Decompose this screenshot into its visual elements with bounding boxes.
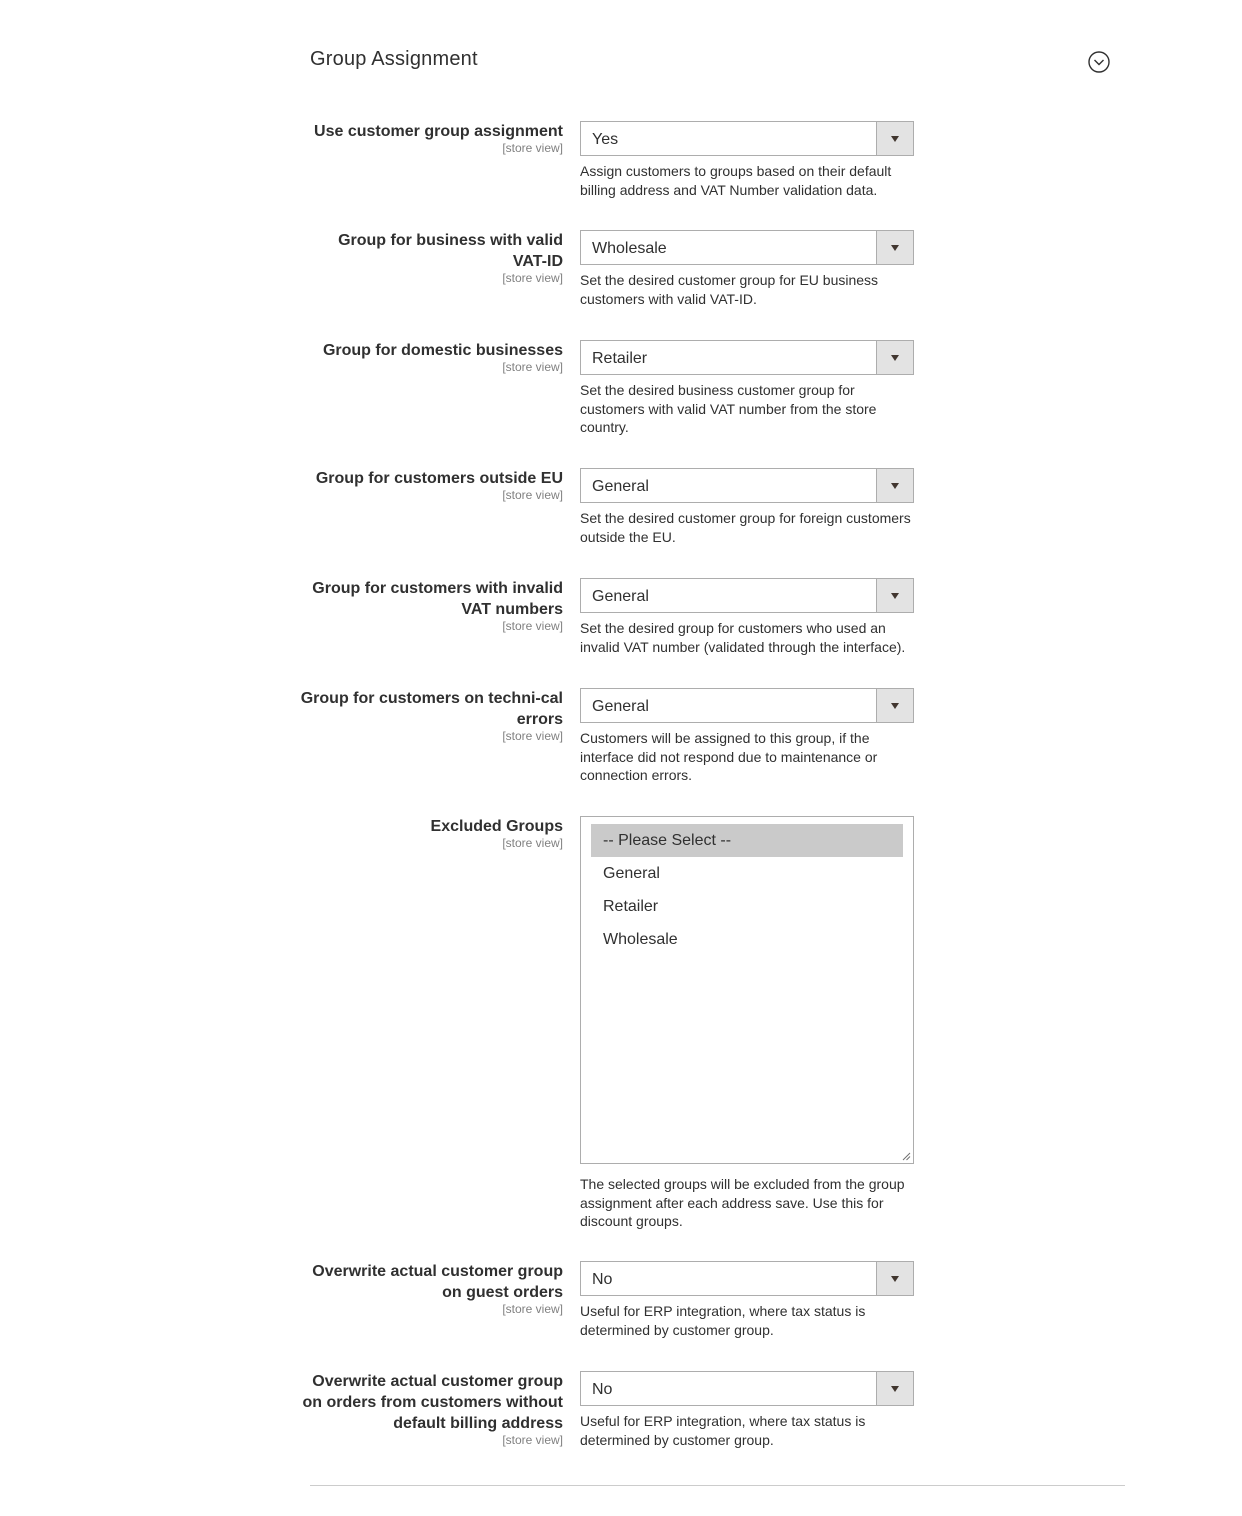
field-label xyxy=(300,578,563,633)
section-title: Group Assignment xyxy=(310,48,478,70)
dropdown-arrow-icon[interactable] xyxy=(876,689,913,722)
dropdown-arrow-icon[interactable] xyxy=(876,579,913,612)
scope-label: [store view] xyxy=(502,1302,563,1316)
field-label-text: Excluded Groups xyxy=(430,818,563,835)
scope-label: [store view] xyxy=(502,488,563,502)
field-label xyxy=(300,688,563,743)
scope-label: [store view] xyxy=(502,271,563,285)
excluded-groups-multiselect[interactable] xyxy=(580,816,914,1164)
field-note: Customers will be assigned to this group, if the interface did not respond due to maintenance or connection errors. xyxy=(580,730,878,783)
section-divider xyxy=(310,1485,1125,1486)
dropdown-arrow-icon[interactable] xyxy=(876,469,913,502)
field-note: Assign customers to groups based on their default billing address and VAT Number validation data. xyxy=(580,163,892,198)
select-value: No xyxy=(592,1271,613,1288)
scope-label: [store view] xyxy=(502,619,563,633)
scope-label: [store view] xyxy=(502,141,563,155)
use-group-assignment-select[interactable] xyxy=(580,121,914,156)
field-label xyxy=(300,121,563,155)
field-label-text: Group for business with valid VAT-ID xyxy=(338,232,563,270)
select-value: General xyxy=(592,478,649,495)
option-please-select[interactable]: -- Please Select -- xyxy=(591,824,903,857)
technical-errors-group-select[interactable] xyxy=(580,688,914,723)
field-label-text: Overwrite actual customer group on orders from customers without default billing address xyxy=(302,1373,563,1432)
field-label-text: Overwrite actual customer group on guest orders xyxy=(312,1263,563,1301)
field-label xyxy=(300,230,563,285)
field-label-text: Use customer group assignment xyxy=(314,123,563,140)
field-label-text: Group for customers on techni-cal errors xyxy=(300,690,563,728)
collapse-chevron-icon[interactable] xyxy=(1088,51,1110,73)
dropdown-arrow-icon[interactable] xyxy=(876,341,913,374)
resize-handle-icon[interactable] xyxy=(902,1152,911,1161)
option-retailer[interactable]: Retailer xyxy=(603,898,659,915)
field-label xyxy=(300,1261,563,1316)
field-label xyxy=(300,340,563,374)
outside-eu-group-select[interactable] xyxy=(580,468,914,503)
select-value: General xyxy=(592,588,649,605)
dropdown-arrow-icon[interactable] xyxy=(876,1262,913,1295)
invalid-vat-group-select[interactable] xyxy=(580,578,914,613)
option-wholesale[interactable]: Wholesale xyxy=(603,931,678,948)
field-label-text: Group for customers outside EU xyxy=(315,470,563,487)
domestic-group-select[interactable] xyxy=(580,340,914,375)
field-label-text: Group for domestic businesses xyxy=(322,342,563,359)
dropdown-arrow-icon[interactable] xyxy=(876,231,913,264)
select-value: Retailer xyxy=(592,350,648,367)
field-note: Useful for ERP integration, where tax status is determined by customer group. xyxy=(580,1303,866,1338)
scope-label: [store view] xyxy=(502,729,563,743)
select-value: Wholesale xyxy=(592,240,667,257)
field-note: Set the desired customer group for foreign customers outside the EU. xyxy=(580,510,911,545)
overwrite-guest-orders-select[interactable] xyxy=(580,1261,914,1296)
option-general[interactable]: General xyxy=(603,865,660,882)
valid-vat-group-select[interactable] xyxy=(580,230,914,265)
field-note: Useful for ERP integration, where tax status is determined by customer group. xyxy=(580,1413,866,1448)
field-note: Set the desired group for customers who used an invalid VAT number (validated through the interface). xyxy=(580,620,906,655)
field-label xyxy=(300,816,563,850)
field-label xyxy=(300,1371,563,1447)
scope-label: [store view] xyxy=(502,1433,563,1447)
select-value: No xyxy=(592,1381,613,1398)
field-label-text: Group for customers with invalid VAT numbers xyxy=(312,580,563,618)
field-note: The selected groups will be excluded from the group assignment after each address save. Use this for discount groups. xyxy=(580,1176,905,1229)
select-value: General xyxy=(592,698,649,715)
scope-label: [store view] xyxy=(502,360,563,374)
field-note: Set the desired business customer group for customers with valid VAT number from the store country. xyxy=(580,382,877,435)
select-value: Yes xyxy=(592,131,619,148)
dropdown-arrow-icon[interactable] xyxy=(876,122,913,155)
scope-label: [store view] xyxy=(502,836,563,850)
overwrite-no-billing-select[interactable] xyxy=(580,1371,914,1406)
field-note: Set the desired customer group for EU business customers with valid VAT-ID. xyxy=(580,272,879,307)
field-label xyxy=(300,468,563,502)
dropdown-arrow-icon[interactable] xyxy=(876,1372,913,1405)
